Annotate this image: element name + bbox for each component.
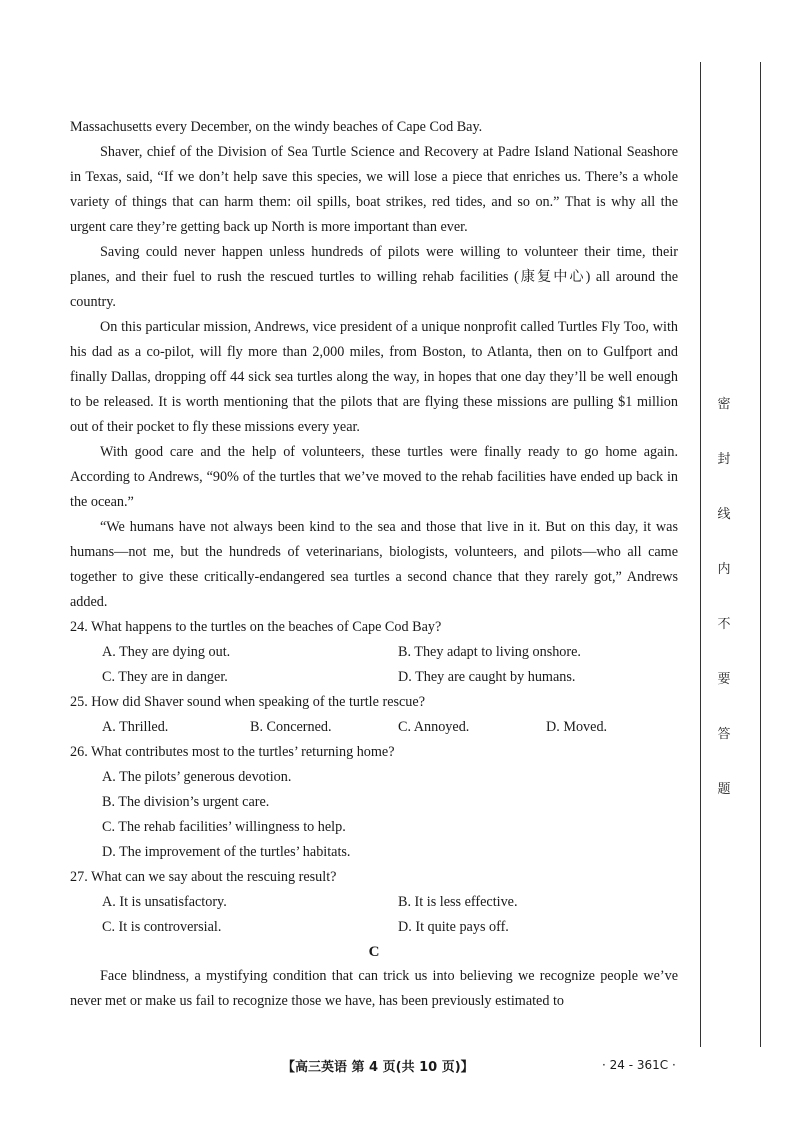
seal-char: 题 <box>717 782 731 797</box>
option-b: B. It is less effective. <box>398 894 518 910</box>
question-stem: 26. What contributes most to the turtles’ returning home? <box>70 744 395 760</box>
question-stem: 25. How did Shaver sound when speaking of the turtle rescue? <box>70 694 425 710</box>
option-a: A. Thrilled. <box>102 719 169 735</box>
option-a: A. The pilots’ generous devotion. <box>102 769 292 785</box>
option-b: B. The division’s urgent care. <box>102 794 270 810</box>
question-27 <box>70 865 678 940</box>
option-a: A. It is unsatisfactory. <box>102 894 227 910</box>
paragraph: Shaver, chief of the Division of Sea Turtle Science and Recovery at Padre Island National Seashore in Texas, said, “If we don’t help save this species, we will lose a piece that enriches us. There’s a whole variety of things that can harm them: oil spills, boat strikes, red tides, and so on.” That is why all the urgent care they’re getting back up North is more important than ever. <box>70 144 678 235</box>
seal-char: 封 <box>717 452 731 467</box>
seal-char: 答 <box>717 727 731 742</box>
paragraph: Face blindness, a mystifying condition that can trick us into believing we recognize people we’ve never met or make us fail to recognize those we have, has been previously estimated to <box>70 968 678 1009</box>
question-25 <box>70 690 678 740</box>
option-c: C. Annoyed. <box>398 719 470 735</box>
option-c: C. It is controversial. <box>102 919 222 935</box>
footer-exam-code: · 24 - 361C · <box>602 1058 676 1072</box>
option-b: B. Concerned. <box>250 719 332 735</box>
option-d: D. It quite pays off. <box>398 919 509 935</box>
paragraph: Massachusetts every December, on the windy beaches of Cape Cod Bay. <box>70 119 483 135</box>
margin-line-inner <box>700 62 701 1047</box>
seal-char: 不 <box>717 617 731 632</box>
paragraph: “We humans have not always been kind to the sea and those that live in it. But on this day, it was humans—not me, but the hundreds of veterinarians, biologists, volunteers, and pilots—who all came together to give these critically-endangered sea turtles a second chance that they rarely got,” Andrews added. <box>70 519 678 610</box>
paragraph: Saving could never happen unless hundreds of pilots were willing to volunteer their time, their planes, and their fuel to rush the rescued turtles to willing rehab facilities (康复中心) all around the country. <box>70 244 678 310</box>
option-d: D. The improvement of the turtles’ habitats. <box>102 844 351 860</box>
seal-char: 内 <box>717 562 731 577</box>
question-stem: 24. What happens to the turtles on the beaches of Cape Cod Bay? <box>70 619 442 635</box>
seal-char: 密 <box>717 397 731 412</box>
question-26 <box>70 740 678 865</box>
exam-page-body <box>70 115 678 1014</box>
section-heading: C <box>368 944 380 960</box>
question-stem: 27. What can we say about the rescuing result? <box>70 869 337 885</box>
option-c: C. They are in danger. <box>102 669 228 685</box>
seal-char: 要 <box>717 672 731 687</box>
paragraph: With good care and the help of volunteers, these turtles were finally ready to go home again. According to Andrews, “90% of the turtles that we’ve moved to the rehab facilities have ended up back in the ocean.” <box>70 444 678 510</box>
seal-line-text <box>712 393 736 797</box>
option-d: D. Moved. <box>546 719 608 735</box>
seal-char: 线 <box>717 507 731 522</box>
option-d: D. They are caught by humans. <box>398 669 576 685</box>
question-24 <box>70 615 678 690</box>
footer-page-info: 【高三英语 第 4 页(共 10 页)】 <box>282 1060 474 1075</box>
paragraph: On this particular mission, Andrews, vice president of a unique nonprofit called Turtles Fly Too, with his dad as a co-pilot, will fly more than 2,000 miles, from Boston, to Atlanta, then on to Gulfport and finally Dallas, dropping off 44 sick sea turtles along the way, in hopes that one day they’ll be well enough to be released. It is worth mentioning that the pilots that are flying these missions are pulling $1 million out of their pocket to fly these missions every year. <box>70 319 678 435</box>
option-b: B. They adapt to living onshore. <box>398 644 581 660</box>
option-c: C. The rehab facilities’ willingness to help. <box>102 819 346 835</box>
margin-line-outer <box>760 62 761 1047</box>
option-a: A. They are dying out. <box>102 644 231 660</box>
